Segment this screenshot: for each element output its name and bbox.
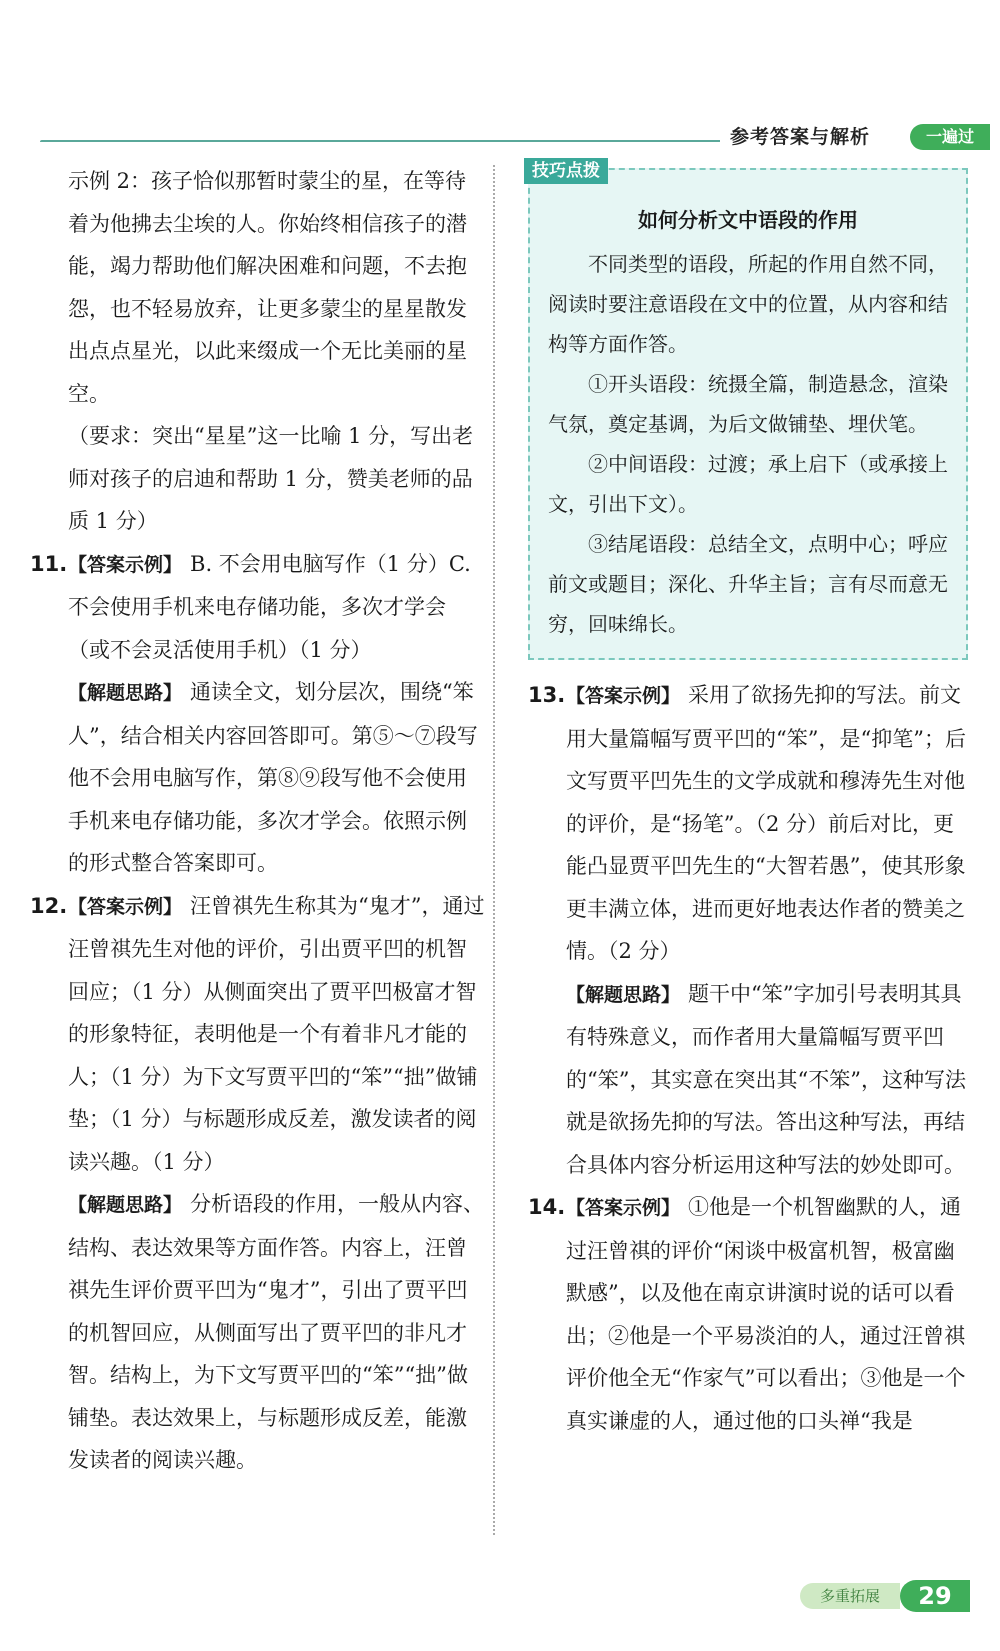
answer-text: ①他是一个机智幽默的人，通过汪曾祺的评价“闲谈中极富机智，极富幽默感”，以及他在南京讲演时说的话可以看出；②他是一个平易淡泊的人，通过汪曾祺评价他全无“作家气”可以看出；③他是一个真实谦虚的人，通过他的口头禅“我是 (566, 1195, 966, 1433)
page-footer (800, 1580, 970, 1612)
scoring-requirement: （要求：突出“星星”这一比喻 1 分，写出老师对孩子的启迪和帮助 1 分，赞美老师的品质 1 分） (68, 424, 474, 533)
question-13-analysis (528, 973, 968, 1187)
question-14 (528, 1186, 968, 1442)
tip-point-3: ③结尾语段：总结全文，点明中心；呼应前文或题目；深化、升华主旨；言有尽而意无穷，回味绵长。 (548, 532, 948, 636)
answer-tag: 【答案示例】 (68, 553, 183, 576)
answer-tag: 【答案示例】 (566, 685, 681, 707)
left-column (30, 160, 485, 1482)
header-title: 参考答案与解析 (730, 126, 871, 148)
question-11 (30, 543, 485, 672)
answer-text: 汪曾祺先生称其为“鬼才”，通过汪曾祺先生对他的评价，引出贾平凹的机智回应；（1 分）从侧面突出了贾平凹极富才智的形象特征，表明他是一个有着非凡才能的人；（1 分）为下文写贾平凹的“笨”“拙”做铺垫；（1 分）与标题形成反差，激发读者的阅读兴趣。（1 分） (68, 893, 485, 1174)
right-column (528, 160, 968, 1442)
footer-section-label: 多重拓展 (800, 1583, 900, 1609)
header-rule (40, 140, 720, 142)
question-12 (30, 885, 485, 1184)
question-number: 13. (528, 683, 566, 707)
answer-text: B. 不会用电脑写作（1 分）C. 不会使用手机来电存储功能，多次才学会（或不会灵活使用手机）（1 分） (68, 551, 471, 662)
question-12-analysis (30, 1183, 485, 1482)
column-divider (493, 165, 495, 1535)
example-2-text: 示例 2：孩子恰似那暂时蒙尘的星，在等待着为他拂去尘埃的人。你始终相信孩子的潜能，竭力帮助他们解决困难和问题，不去抱怨，也不轻易放弃，让更多蒙尘的星星散发出点点星光，以此来缀成一个无比美丽的星空。 (68, 169, 467, 406)
question-13 (528, 674, 968, 973)
answer-tag: 【答案示例】 (566, 1197, 681, 1219)
answer-tag: 【答案示例】 (68, 895, 183, 918)
analysis-tag: 【解题思路】 (68, 1194, 183, 1216)
page-header (30, 122, 974, 152)
analysis-tag: 【解题思路】 (566, 983, 681, 1006)
page-number: 29 (900, 1580, 970, 1612)
question-number: 11. (30, 551, 68, 576)
question-number: 12. (30, 893, 68, 918)
tip-box (528, 161, 968, 660)
question-11-analysis (30, 671, 485, 885)
analysis-text: 分析语段的作用，一般从内容、结构、表达效果等方面作答。内容上，汪曾祺先生评价贾平凹为“鬼才”，引出了贾平凹的机智回应，从侧面写出了贾平凹的非凡才智。结构上，为下文写贾平凹的“笨”“拙”做铺垫。表达效果上，与标题形成反差，能激发读者的阅读兴趣。 (68, 1192, 485, 1472)
analysis-text: 通读全文，划分层次，围绕“笨人”，结合相关内容回答即可。第⑤～⑦段写他不会用电脑写作，第⑧⑨段写他不会使用手机来电存储功能，多次才学会。依照示例的形式整合答案即可。 (68, 680, 478, 875)
analysis-text: 题干中“笨”字加引号表明其具有特殊意义，而作者用大量篇幅写贾平凹的“笨”，其实意在突出其“不笨”，这种写法就是欲扬先抑的写法。答出这种写法，再结合具体内容分析运用这种写法的妙处即可。 (566, 981, 966, 1177)
tip-point-2: ②中间语段：过渡；承上启下（或承接上文，引出下文）。 (548, 452, 948, 516)
question-number: 14. (528, 1195, 566, 1219)
tip-point-1: ①开头语段：统摄全篇，制造悬念，渲染气氛，奠定基调，为后文做铺垫、埋伏笔。 (548, 372, 948, 436)
tip-label: 技巧点拨 (524, 158, 608, 184)
answer-text: 采用了欲扬先抑的写法。前文用大量篇幅写贾平凹的“笨”，是“抑笔”；后文写贾平凹先生的文学成就和穆涛先生对他的评价，是“扬笔”。（2 分）前后对比，更能凸显贾平凹先生的“大智若愚”，使其形象更丰满立体，进而更好地表达作者的赞美之情。（2 分） (566, 683, 966, 963)
header-brand-badge: 一遍过 (910, 124, 990, 150)
tip-title: 如何分析文中语段的作用 (638, 208, 858, 232)
analysis-tag: 【解题思路】 (68, 682, 183, 704)
tip-intro: 不同类型的语段，所起的作用自然不同，阅读时要注意语段在文中的位置，从内容和结构等方面作答。 (548, 252, 948, 356)
